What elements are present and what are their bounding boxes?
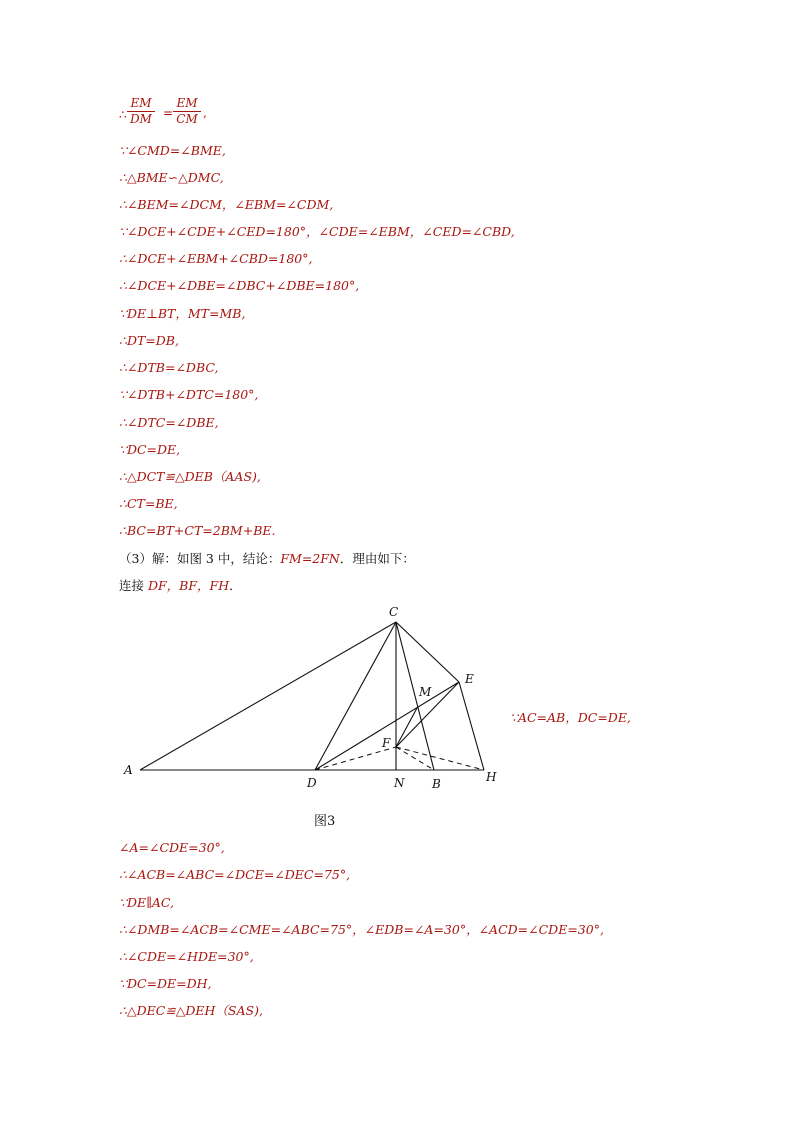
proof-line: ∴△DEC≌△DEH（SAS), bbox=[119, 1003, 263, 1018]
point-label-C: C bbox=[389, 605, 399, 619]
fraction-right-numerator: EM bbox=[173, 96, 201, 112]
therefore-symbol: ∴ bbox=[119, 108, 127, 122]
point-label-N: N bbox=[394, 776, 405, 790]
fraction-left-numerator: EM bbox=[127, 96, 155, 112]
point-label-E: E bbox=[465, 672, 474, 686]
proof-line: ∵DE⊥BT，MT=MB, bbox=[119, 306, 246, 321]
proof-line: ∴∠DMB=∠ACB=∠CME=∠ABC=75°，∠EDB=∠A=30°，∠ACD=∠CDE=30°, bbox=[119, 922, 604, 937]
fraction-comma: , bbox=[203, 106, 207, 120]
proof-line: ∴∠DCE+∠EBM+∠CBD=180°, bbox=[119, 251, 313, 266]
segment-EH bbox=[459, 682, 484, 770]
proof-line: ∵∠DCE+∠CDE+∠CED=180°，∠CDE=∠EBM，∠CED=∠CBD, bbox=[119, 224, 515, 239]
part3-connect-items: DF，BF，FH bbox=[147, 578, 230, 593]
proof-line: ∵DC=DE=DH, bbox=[119, 976, 212, 991]
segment-DE bbox=[315, 682, 459, 770]
proof-line: ∠A=∠CDE=30°, bbox=[119, 840, 225, 855]
part3-intro-suffix: ．理由如下： bbox=[339, 551, 415, 566]
proof-line: ∴∠CDE=∠HDE=30°, bbox=[119, 949, 254, 964]
figure-caption: 图3 bbox=[314, 814, 336, 829]
proof-line: ∴△BME∽△DMC, bbox=[119, 170, 224, 185]
fraction-left-denominator: DM bbox=[130, 112, 152, 126]
point-label-B: B bbox=[432, 777, 441, 791]
dashed-FH bbox=[396, 747, 484, 770]
point-label-D: D bbox=[307, 776, 317, 790]
proof-line: ∴DT=DB, bbox=[119, 333, 179, 348]
proof-line: ∴∠DTC=∠DBE, bbox=[119, 415, 219, 430]
proof-line: ∵∠DTB+∠DTC=180°, bbox=[119, 387, 259, 402]
part3-conclusion: FM=2FN bbox=[280, 551, 340, 566]
proof-line: ∴BC=BT+CT=2BM+BE. bbox=[119, 523, 276, 538]
proof-line: ∴CT=BE, bbox=[119, 496, 178, 511]
dashed-FB bbox=[396, 747, 434, 770]
segment-CE bbox=[396, 622, 459, 682]
figure-side-note: ∵AC=AB，DC=DE, bbox=[510, 710, 631, 725]
proof-line: ∴∠ACB=∠ABC=∠DCE=∠DEC=75°, bbox=[119, 867, 351, 882]
proof-line: ∴∠DCE+∠DBE=∠DBC+∠DBE=180°, bbox=[119, 278, 360, 293]
dashed-DF bbox=[315, 747, 396, 770]
part3-connect-suffix: ． bbox=[229, 578, 242, 593]
point-label-H: H bbox=[486, 770, 497, 784]
part3-connect-prefix: 连接 bbox=[119, 578, 148, 593]
proof-line: ∴∠DTB=∠DBC, bbox=[119, 360, 219, 375]
proof-line: ∴∠BEM=∠DCM，∠EBM=∠CDM, bbox=[119, 197, 334, 212]
point-label-M: M bbox=[419, 685, 432, 699]
point-label-F: F bbox=[382, 736, 391, 750]
proof-line: ∵DE∥AC, bbox=[119, 895, 174, 910]
fraction-right-denominator: CM bbox=[176, 112, 198, 126]
segment-AC bbox=[140, 622, 396, 770]
point-label-A: A bbox=[124, 763, 133, 777]
proof-line: ∵∠CMD=∠BME, bbox=[119, 143, 226, 158]
equals-sign: = bbox=[163, 106, 174, 120]
proof-line: ∴△DCT≌△DEB（AAS), bbox=[119, 469, 261, 484]
part3-intro-prefix: （3）解：如图 3 中，结论： bbox=[119, 551, 281, 566]
proof-line: ∵DC=DE, bbox=[119, 442, 181, 457]
